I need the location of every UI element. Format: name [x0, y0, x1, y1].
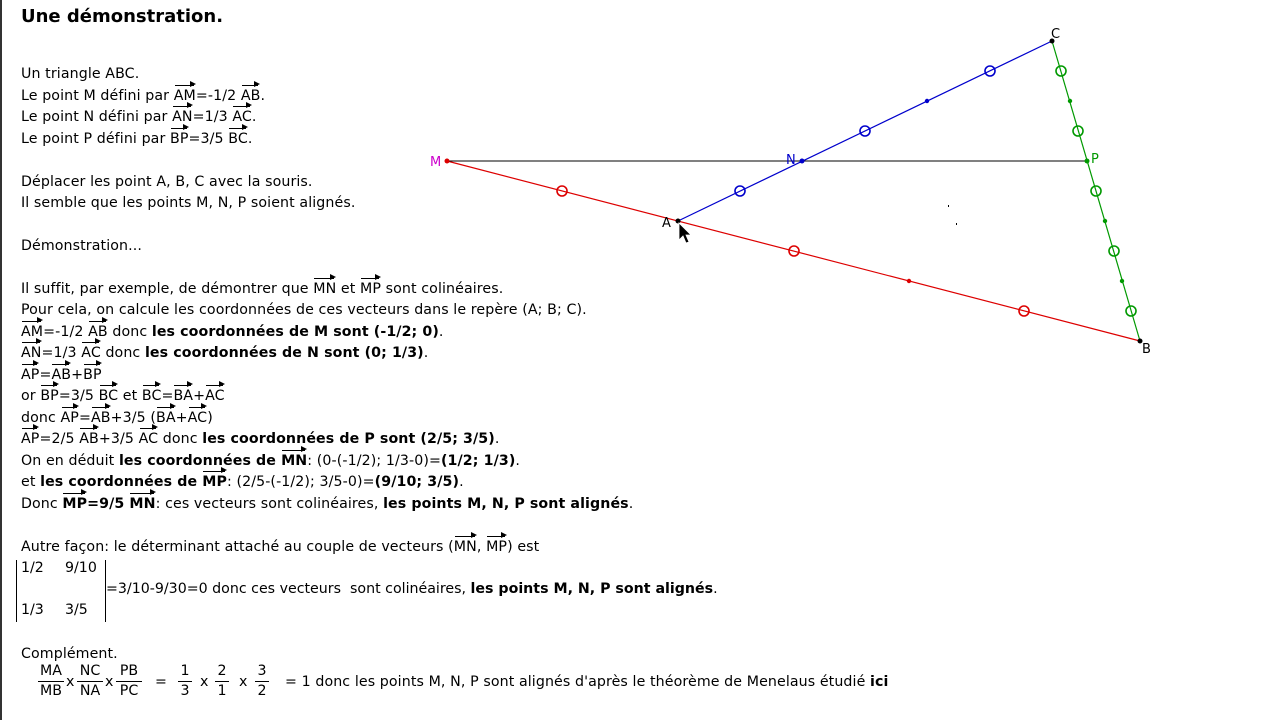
vector-label: AN: [21, 345, 42, 361]
text: Il suffit, par exemple, de démontrer que: [21, 281, 314, 297]
segment-ac: [678, 41, 1052, 221]
vector-label: AB: [90, 410, 111, 426]
text: On en déduit: [21, 453, 119, 469]
vector-label: AB: [88, 324, 108, 340]
vector-label: BC: [141, 388, 162, 404]
det-cell-a: 1/2: [21, 560, 44, 576]
vector-label: AP: [21, 367, 40, 383]
vector-label: AC: [81, 345, 101, 361]
det-cell-b: 9/10: [65, 560, 97, 576]
vector-label: BP: [170, 131, 189, 147]
vector-label: AP: [60, 410, 79, 426]
vector-label: AB: [51, 367, 72, 383]
text: .: [247, 131, 253, 147]
text: donc: [21, 410, 61, 426]
text: or: [21, 388, 41, 404]
numerator: 1: [180, 663, 190, 679]
vector-label: AM: [21, 324, 44, 340]
vector-label: MN: [453, 539, 477, 555]
bold-text: les points M, N, P sont alignés: [470, 581, 714, 597]
text: =2/5: [39, 431, 80, 447]
text: =1/3: [41, 345, 82, 361]
vector-label: BA: [155, 410, 176, 426]
text: Complément.: [21, 646, 118, 662]
point-p: [1085, 159, 1090, 164]
text: .: [459, 474, 464, 490]
text: +: [71, 367, 84, 383]
det-cell-d: 3/5: [65, 602, 88, 618]
times-sign: x: [105, 674, 114, 690]
times-sign: x: [66, 674, 75, 690]
bold-text: =9/5: [87, 496, 130, 512]
text: =-1/2: [43, 324, 89, 340]
times-sign: x: [200, 674, 209, 690]
bold-text: les coordonnées de: [40, 474, 203, 490]
numerator: 3: [257, 663, 267, 679]
text: Donc: [21, 496, 63, 512]
numerator: MA: [40, 663, 62, 679]
midpoint-dot: [1120, 279, 1124, 283]
point-n: [800, 159, 805, 164]
text: Démonstration...: [21, 238, 142, 254]
text: =3/5: [188, 131, 229, 147]
vector-label: AM: [173, 88, 196, 104]
times-sign: x: [239, 674, 248, 690]
midpoint-dot: [907, 279, 911, 283]
text: ): [207, 410, 213, 426]
vector-label: MN: [129, 496, 156, 512]
denominator: 3: [180, 683, 190, 699]
bold-text: les coordonnées de M sont (-1/2; 0): [151, 324, 439, 340]
text: +3/5: [98, 431, 139, 447]
text: +3/5 (: [110, 410, 156, 426]
vector-label: BP: [40, 388, 59, 404]
text: =3/10-9/30=0 donc ces vecteurs sont colinéaires,: [106, 581, 471, 597]
text: sont colinéaires.: [381, 281, 504, 297]
label-m: M: [430, 155, 442, 170]
text: .: [713, 581, 718, 597]
text: donc: [158, 431, 203, 447]
point-a[interactable]: [676, 219, 681, 224]
line-ma-ab: [447, 161, 1140, 341]
vector-label: AC: [138, 431, 159, 447]
denominator: 1: [217, 683, 227, 699]
point-m: [445, 159, 450, 164]
text: +: [193, 388, 206, 404]
segment-bc: [1052, 41, 1140, 341]
text: Un triangle ABC.: [21, 66, 140, 82]
page-title: Une démonstration.: [21, 6, 224, 27]
text: =1/3: [192, 109, 233, 125]
vector-label: BA: [173, 388, 194, 404]
text: .: [515, 453, 521, 469]
vector-label: BP: [83, 367, 102, 383]
label-c: C: [1051, 27, 1061, 42]
stray-dot: [956, 223, 957, 225]
text: Il semble que les points M, N, P soient alignés.: [21, 195, 356, 211]
vector-label: BC: [228, 131, 248, 147]
vector-label: AC: [232, 109, 252, 125]
bold-text: les coordonnées de P sont (2/5; 3/5): [202, 431, 495, 447]
vector-label: MN: [313, 281, 337, 297]
vector-label: AP: [21, 431, 40, 447]
equals-sign: =: [155, 674, 167, 690]
vector-label: MP: [62, 496, 88, 512]
mouse-cursor-icon: [679, 223, 691, 243]
text: Autre façon: le déterminant attaché au couple de vecteurs (: [21, 539, 454, 555]
text: =: [78, 410, 91, 426]
text: : (2/5-(-1/2); 3/5-0)=: [226, 474, 375, 490]
text: Pour cela, on calcule les coordonnées de ces vecteurs dans le repère (A; B; C).: [21, 302, 587, 318]
text: +: [175, 410, 188, 426]
denominator: 2: [257, 683, 267, 699]
bold-text: les coordonnées de N sont (0; 1/3): [144, 345, 424, 361]
text: : ces vecteurs sont colinéaires,: [155, 496, 384, 512]
vector-label: AC: [187, 410, 208, 426]
label-b: B: [1142, 342, 1151, 357]
vector-label: MN: [281, 453, 308, 469]
vector-label: MP: [486, 539, 508, 555]
text: .: [438, 324, 444, 340]
numerator: 2: [217, 663, 227, 679]
bold-text: les coordonnées de: [118, 453, 282, 469]
text: .: [260, 88, 266, 104]
vector-label: AN: [172, 109, 193, 125]
vector-label: AB: [79, 431, 99, 447]
label-a: A: [662, 216, 671, 231]
text: et: [336, 281, 361, 297]
text: Le point N défini par: [21, 109, 173, 125]
numerator: PB: [119, 663, 139, 679]
text: donc: [107, 324, 152, 340]
label-p: P: [1091, 152, 1099, 167]
text: =-1/2: [195, 88, 241, 104]
vector-label: AB: [240, 88, 261, 104]
text: =3/5: [58, 388, 99, 404]
det-cell-c: 1/3: [21, 602, 44, 618]
text: Le point M défini par: [21, 88, 174, 104]
stray-dot: [948, 205, 949, 207]
text: ) est: [507, 539, 540, 555]
menelaus-link[interactable]: ici: [870, 674, 889, 690]
denominator: MB: [40, 683, 62, 699]
bold-text: (1/2; 1/3): [440, 453, 516, 469]
text: ,: [476, 539, 487, 555]
text: : (0-(-1/2); 1/3-0)=: [307, 453, 441, 469]
numerator: NC: [79, 663, 101, 679]
text: = 1 donc les points M, N, P sont alignés d'après le théorème de Menelaus étudié: [285, 674, 871, 690]
midpoint-dot: [1103, 219, 1107, 223]
text: Le point P défini par: [21, 131, 171, 147]
label-n: N: [786, 153, 796, 168]
denominator: NA: [79, 683, 101, 699]
vector-label: AC: [205, 388, 225, 404]
midpoint-dot: [925, 99, 929, 103]
text: Déplacer les point A, B, C avec la souris.: [21, 174, 313, 190]
text: et: [118, 388, 142, 404]
bold-text: (9/10; 3/5): [374, 474, 460, 490]
midpoint-dot: [1068, 99, 1072, 103]
vector-label: BC: [98, 388, 119, 404]
text: .: [423, 345, 429, 361]
text: et: [21, 474, 41, 490]
text: =: [161, 388, 174, 404]
text: .: [251, 109, 257, 125]
text: .: [494, 431, 500, 447]
text: .: [628, 496, 634, 512]
text: =: [39, 367, 52, 383]
vector-label: MP: [202, 474, 227, 490]
text: donc: [100, 345, 145, 361]
bold-text: les points M, N, P sont alignés: [383, 496, 629, 512]
denominator: PC: [119, 683, 139, 699]
vector-label: MP: [360, 281, 382, 297]
